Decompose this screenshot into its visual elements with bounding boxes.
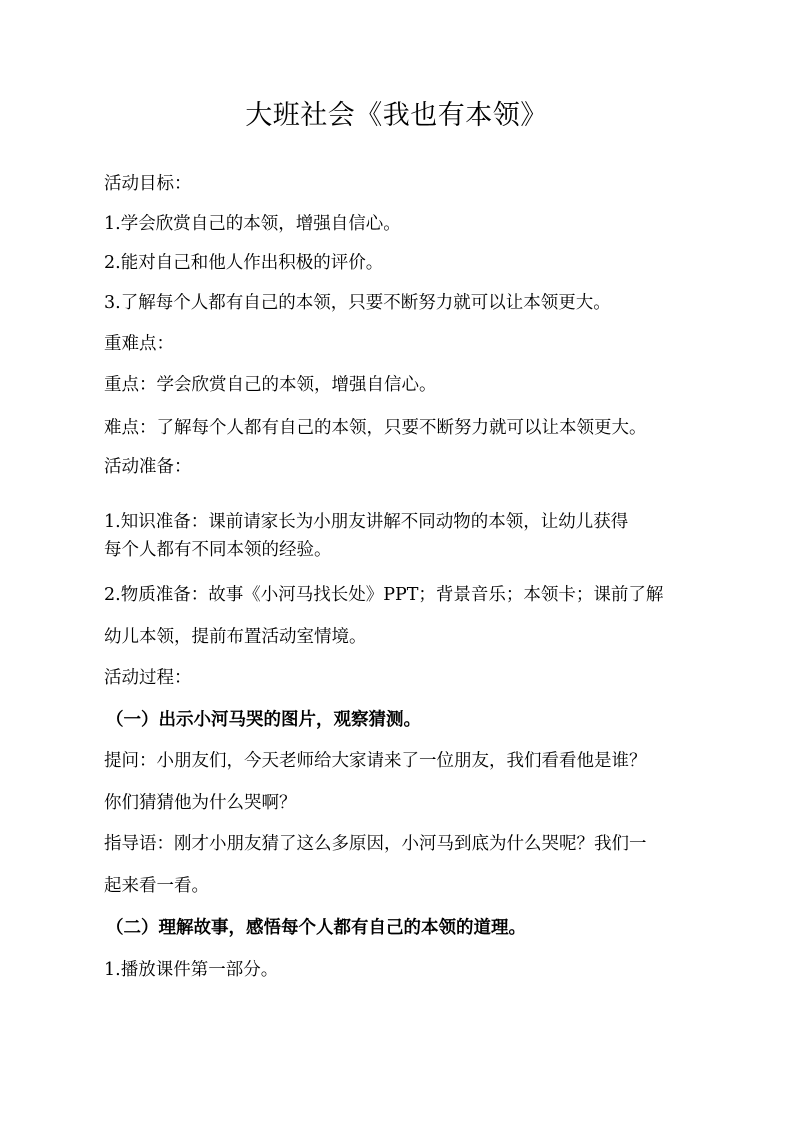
goal-item-1: 1.学会欣赏自己的本领，增强自信心。 (104, 214, 401, 234)
document-title: 大班社会《我也有本领》 (245, 100, 548, 131)
goal-item-3: 3.了解每个人都有自己的本领，只要不断努力就可以让本领更大。 (104, 293, 611, 313)
guidance-line-1: 指导语：刚才小朋友猜了这么多原因，小河马到底为什么哭呢？我们一 (104, 834, 647, 854)
section-heading-key-points: 重难点： (104, 334, 174, 354)
question-line-1: 提问：小朋友们，今天老师给大家请来了一位朋友，我们看看他是谁？ (104, 751, 647, 771)
preparation-item-2: 2.物质准备：故事《小河马找长处》PPT；背景音乐；本领卡；课前了解 (104, 585, 664, 605)
preparation-item-1-cont: 每个人都有不同本领的经验。 (104, 540, 332, 560)
process-step-2-item-1: 1.播放课件第一部分。 (104, 960, 279, 980)
section-heading-preparation: 活动准备： (104, 457, 192, 477)
section-heading-goals: 活动目标： (104, 174, 192, 194)
goal-item-2: 2.能对自己和他人作出积极的评价。 (104, 253, 384, 273)
question-line-2: 你们猜猜他为什么哭啊？ (104, 793, 297, 813)
process-step-1-heading: （一）出示小河马哭的图片，观察猜测。 (106, 710, 421, 730)
guidance-line-2: 起来看一看。 (104, 876, 209, 896)
key-point: 重点：学会欣赏自己的本领，增强自信心。 (104, 375, 437, 395)
process-step-2-heading: （二）理解故事，感悟每个人都有自己的本领的道理。 (106, 918, 526, 938)
section-heading-process: 活动过程： (104, 668, 192, 688)
preparation-item-2-cont: 幼儿本领，提前布置活动室情境。 (104, 627, 367, 647)
difficult-point: 难点：了解每个人都有自己的本领，只要不断努力就可以让本领更大。 (104, 418, 647, 438)
preparation-item-1: 1.知识准备：课前请家长为小朋友讲解不同动物的本领，让幼儿获得 (104, 512, 629, 532)
